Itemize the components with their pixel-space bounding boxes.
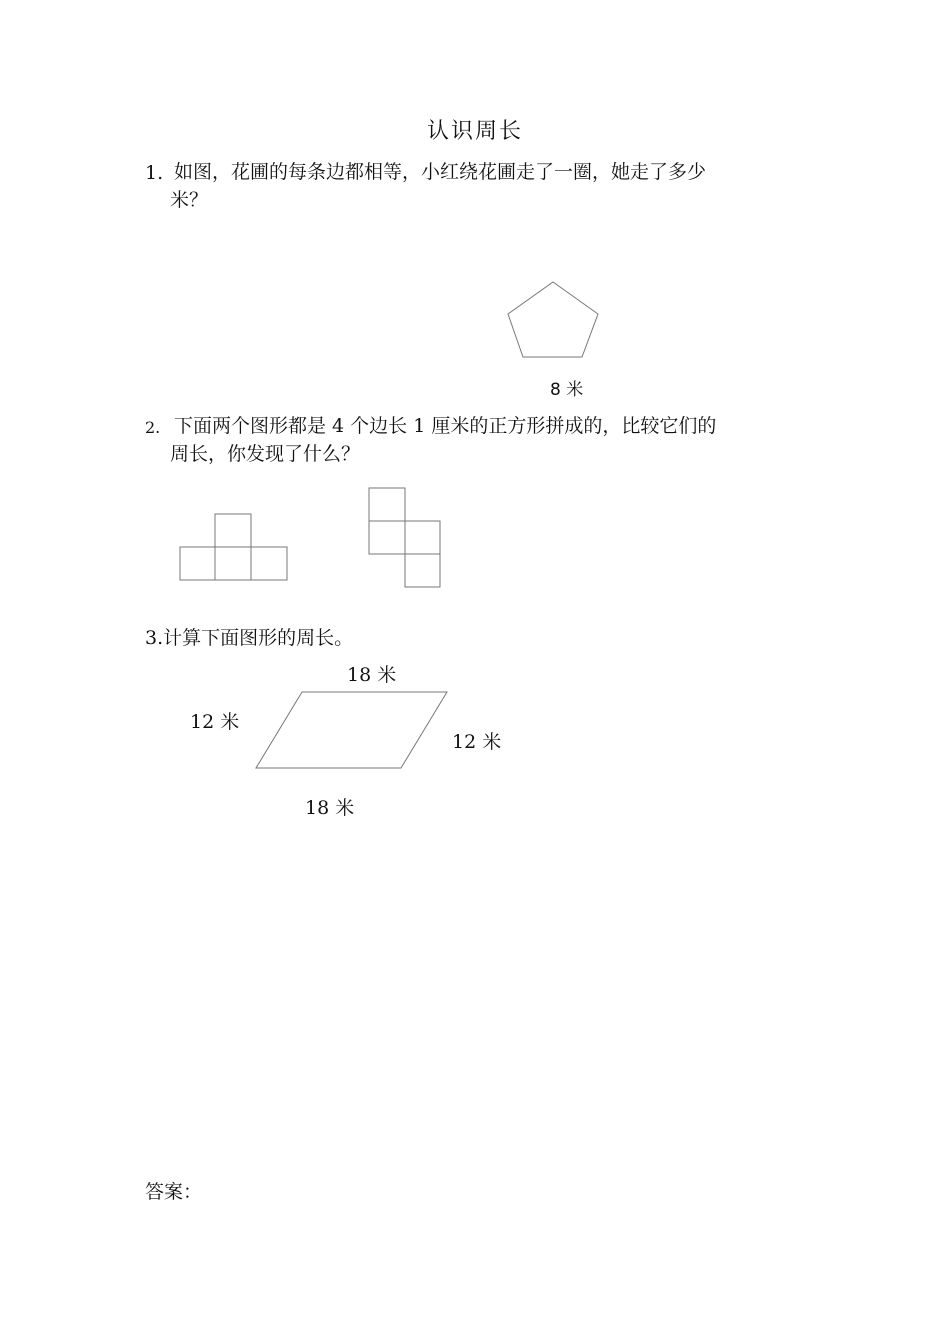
s-tetromino-figure bbox=[369, 488, 440, 587]
question-1-number: 1. bbox=[145, 162, 164, 184]
parallelogram-top-label: 18 米 bbox=[347, 664, 397, 686]
question-2-number: 2. bbox=[145, 418, 161, 437]
pentagon-figure bbox=[508, 282, 598, 357]
pentagon-side-label: 8 米 bbox=[550, 380, 584, 400]
question-2-text-line1: 下面两个图形都是 4 个边长 1 厘米的正方形拼成的，比较它们的 bbox=[174, 415, 717, 437]
parallelogram-bottom-label: 18 米 bbox=[305, 797, 355, 819]
t-tetromino-figure bbox=[180, 514, 287, 580]
parallelogram-figure bbox=[256, 692, 447, 768]
answer-label: 答案： bbox=[145, 1181, 203, 1203]
square-cell bbox=[215, 547, 251, 580]
square-cell bbox=[215, 514, 251, 547]
square-cell bbox=[405, 521, 440, 554]
square-cell bbox=[369, 488, 405, 521]
page-title: 认识周长 bbox=[426, 119, 523, 144]
parallelogram-right-label: 12 米 bbox=[452, 731, 502, 753]
square-cell bbox=[180, 547, 215, 580]
question-3-number: 3. bbox=[145, 627, 164, 649]
question-2-text-line2: 周长，你发现了什么？ bbox=[170, 443, 361, 465]
square-cell bbox=[251, 547, 287, 580]
square-cell bbox=[369, 521, 405, 554]
parallelogram-left-label: 12 米 bbox=[190, 711, 240, 733]
question-3-text-line1: 计算下面图形的周长。 bbox=[163, 627, 354, 649]
question-1-text-line1: 如图，花圃的每条边都相等，小红绕花圃走了一圈，她走了多少 bbox=[174, 161, 707, 183]
square-cell bbox=[405, 554, 440, 587]
question-1-text-line2: 米？ bbox=[170, 189, 209, 211]
